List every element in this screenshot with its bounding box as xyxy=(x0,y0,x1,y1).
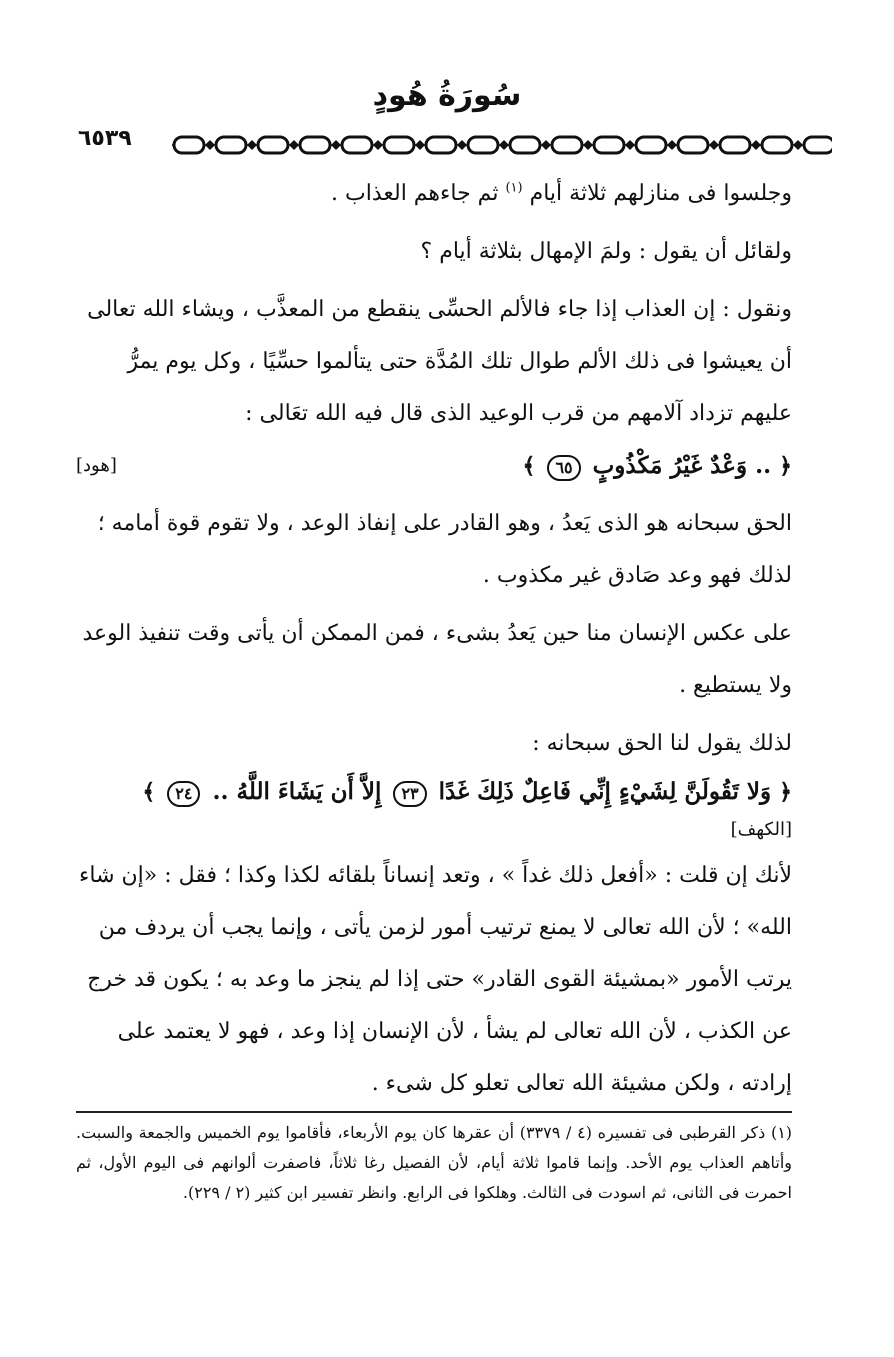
paragraph-6: لذلك يقول لنا الحق سبحانه : xyxy=(532,731,792,756)
main-text xyxy=(76,168,792,1110)
footnote-divider xyxy=(76,1111,792,1113)
paragraph-3: ونقول : إن العذاب إذا جاء فالألم الحسِّى ينقطع من المعذَّب ، ويشاء الله تعالى أن يعيشوا فى ذلك الألم طوال تلك المُدَّة حتى يتألموا حسِّيًا ، وكل يوم يمرُّ عليهم تزداد آلامهم من قرب الوعيد الذى قال فيه الله تعَالى : xyxy=(87,297,792,426)
verse-reference: [هود] xyxy=(76,455,117,476)
ayah-number: ٢٣ xyxy=(393,781,426,807)
footnote-1: (١) ذكر القرطبى فى تفسيره (٤ / ٣٣٧٩) أن عقرها كان يوم الأربعاء، فأقاموا يوم الخميس والجمعة والسبت. وأتاهم العذاب يوم الأحد. وإنما قاموا ثلاثة أيام، لأن الفصيل رغا ثلاثاً، فاصفرت ألوانهم فى اليوم الأول، ثم احمرت فى الثانى، ثم اسودت فى الثالث. وهلكوا فى الرابع. وانظر تفسير ابن كثير (٢ / ٢٢٩). xyxy=(76,1123,793,1202)
verse-text-part2: إِلاَّ أَن يَشَاءَ اللَّهُ .. xyxy=(212,778,382,805)
surah-title: سُورَةُ هُودٍ xyxy=(372,78,522,113)
paragraph-4: الحق سبحانه هو الذى يَعدُ ، وهو القادر على إنفاذ الوعد ، ولا تقوم قوة أمامه ؛ لذلك فهو وعد صَادق غير مكذوب . xyxy=(97,511,792,588)
footnote-marker: (١) xyxy=(505,180,523,196)
ayah-number: ٦٥ xyxy=(547,455,580,481)
paragraph-1: وجلسوا فى منازلهم ثلاثة أيام $^{(١)}$ ثم جاءهم العذاب . xyxy=(331,180,792,206)
footnotes xyxy=(76,1118,792,1208)
page-number: ٦٥٣٩ xyxy=(78,126,132,151)
quran-verse-kahf: ﴿ وَلا تَقُولَنَّ لِشَيْءٍ إِنِّي فَاعِلٌ ذَلِكَ غَدًا ٢٣ إِلاَّ أَن يَشَاءَ اللَّهُ .. ٢٤ ﴾ [الكهف] xyxy=(142,778,792,840)
paragraph-5: على عكس الإنسان منا حين يَعدُ بشىء ، فمن الممكن أن يأتى وقت تنفيذ الوعد ولا يستطيع . xyxy=(82,621,792,698)
paragraph-7: لأنك إن قلت : «أفعل ذلك غداً » ، وتعد إنساناً بلقائه لكذا وكذا ؛ فقل : «إن شاء الله» ؛ لأن الله تعالى لا يمنع ترتيب أمور لزمن يأتى ، وإنما يجب أن يردف من يرتب الأمور «بمشيئة القوى القادر» حتى إذا لم ينجز ما وعد به ؛ يكون قد خرج عن الكذب ، لأن الله تعالى لم يشأ ، لأن الإنسان إذا وعد ، فهو لا يعتمد على إرادته ، ولكن مشيئة الله تعالى تعلو كل شىء . xyxy=(79,863,792,1096)
verse-reference: [الكهف] xyxy=(730,819,792,840)
quran-verse-hud xyxy=(76,440,792,492)
ayah-number: ٢٤ xyxy=(167,781,200,807)
verse-close-bracket: ﴾ xyxy=(522,453,536,479)
paragraph-2: ولقائل أن يقول : ولمَ الإمهال بثلاثة أيام ؟ xyxy=(420,239,792,264)
verse-text: .. وَعْدٌ غَيْرُ مَكْذُوبٍ xyxy=(592,452,772,479)
verse-open-bracket: ﴿ xyxy=(779,453,792,479)
verse-text-part1: وَلا تَقُولَنَّ لِشَيْءٍ إِنِّي فَاعِلٌ ذَلِكَ غَدًا xyxy=(438,778,772,805)
chain-ornament-border xyxy=(172,132,832,158)
